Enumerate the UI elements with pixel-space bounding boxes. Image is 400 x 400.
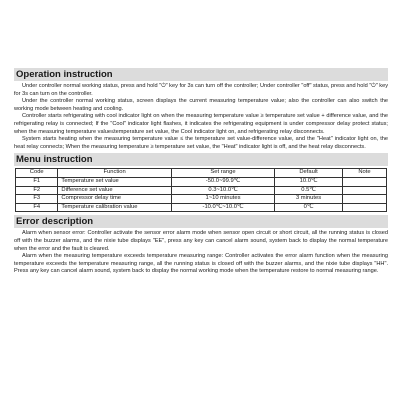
cell-note — [342, 177, 386, 186]
error-paragraph: Alarm when the measuring temperature exceeds temperature measuring range: Controller activates the error alarm function when the measuring temperature exceeds the temperature measuring range, all the running status is closed off with the buzzer alarms, and the nixie tube displays "HH". Press any key can cancel alarm sound, system back to display the normal working mode when the temperature restore to normal measuring range. — [14, 253, 388, 275]
cell-set-range: -10.0℃~10.0℃ — [171, 203, 274, 212]
cell-default: 0℃ — [275, 203, 343, 212]
operation-paragraph: Controller starts refrigerating with cool indicator light on when the measuring temperature value ≥ temperature set value + difference value, and the refrigerating relay is connected; If the "Cool" indicator light flashes, it indicates the refrigerating equipment is under compressor delay protect status; when the measuring temperature value≤temperature set value, the Cool indicator light on, and refrigerating relay disconnects. — [14, 113, 388, 135]
cell-function: Temperature set value — [58, 177, 171, 186]
error-description-heading: Error description — [14, 215, 388, 228]
cell-function: Difference set value — [58, 186, 171, 195]
header-note: Note — [342, 169, 386, 178]
error-paragraph: Alarm when sensor error: Controller activate the sensor error alarm mode when sensor open circuit or short circuit, all the running status is closed off with the buzzer alarms, and the nixie tube displays "EE", press any key can cancel alarm sound, system back to display the normal temperature when the error and the fault is cleared. — [14, 230, 388, 252]
cell-set-range: 0.3~10.0℃ — [171, 186, 274, 195]
table-row — [16, 195, 387, 204]
cell-note — [342, 195, 386, 204]
menu-table — [15, 168, 387, 212]
cell-code: F3 — [16, 195, 58, 204]
cell-note — [342, 203, 386, 212]
cell-default: 10.0℃ — [275, 177, 343, 186]
cell-code: F2 — [16, 186, 58, 195]
cell-note — [342, 186, 386, 195]
cell-set-range: 1~10 minutes — [171, 195, 274, 204]
manual-page — [14, 68, 388, 276]
table-row — [16, 177, 387, 186]
cell-code: F4 — [16, 203, 58, 212]
cell-default: 3 minutes — [275, 195, 343, 204]
menu-instruction-heading: Menu instruction — [14, 153, 388, 166]
table-row — [16, 203, 387, 212]
cell-function: Compressor delay time — [58, 195, 171, 204]
operation-paragraph: Under the controller normal working status, screen displays the current measuring temperature value; also the controller can also switch the working mode between heating and cooling. — [14, 98, 388, 112]
header-code: Code — [16, 169, 58, 178]
cell-default: 0.5℃ — [275, 186, 343, 195]
header-default: Default — [275, 169, 343, 178]
header-function: Function — [58, 169, 171, 178]
table-row — [16, 186, 387, 195]
header-set-range: Set range — [171, 169, 274, 178]
cell-code: F1 — [16, 177, 58, 186]
operation-instruction-heading: Operation instruction — [14, 68, 388, 81]
cell-function: Temperature calibration value — [58, 203, 171, 212]
menu-table-header-row — [16, 169, 387, 178]
operation-paragraph: Under controller normal working status, press and hold "⏻" key for 3s can turn off the controller; Under controller "off" status, press and hold "⏻" key for 3s can turn on the controller. — [14, 83, 388, 97]
operation-paragraph: System starts heating when the measuring temperature value ≤ the temperature set value-difference value, and the "Heat" indicator light on, the heat relay connects; When the measuring temperature ≥ temperature set value, the "Heat" indicator light is off, and the heat relay disconnects. — [14, 136, 388, 150]
cell-set-range: -50.0~99.9℃ — [171, 177, 274, 186]
